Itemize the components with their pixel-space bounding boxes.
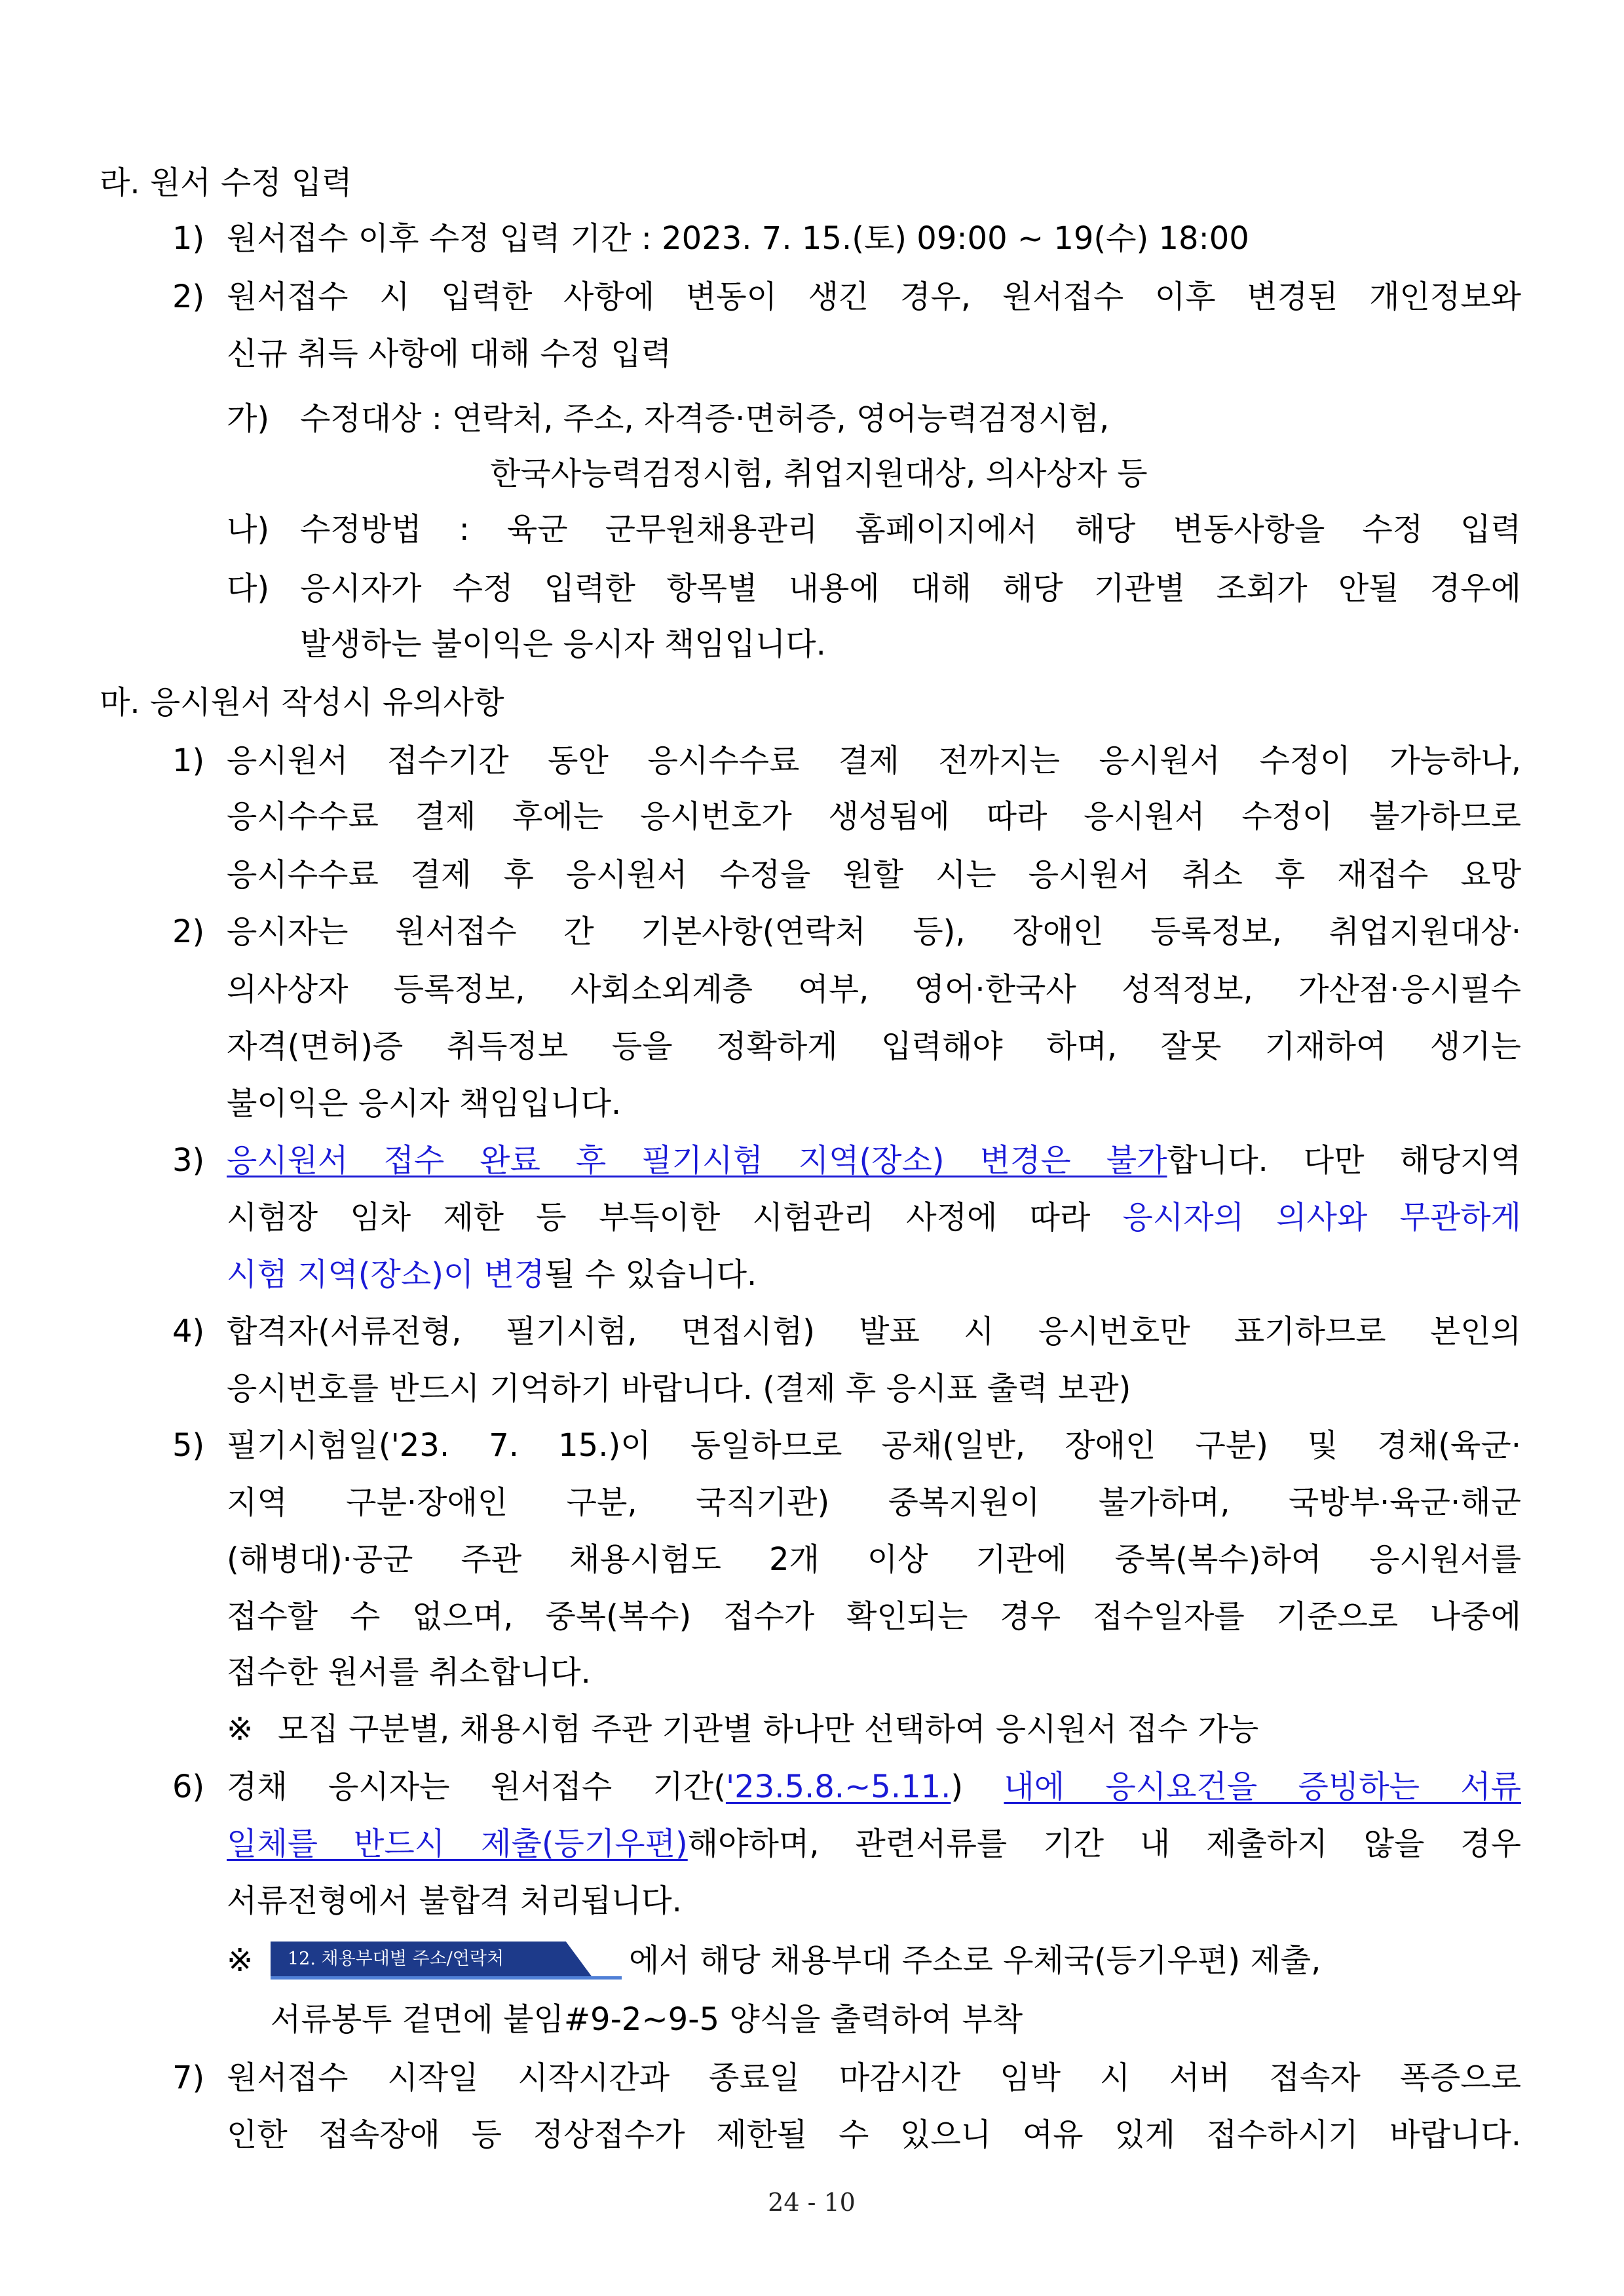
ma-item-5-line-5: 접수한 원서를 취소합니다.	[227, 1654, 591, 1691]
emphasis-regardless-of-intent: 응시자의 의사와 무관하게	[1122, 1199, 1521, 1236]
ra-sub-da-marker: 다)	[227, 570, 270, 607]
ma-item-3-line-1-rest: 합니다. 다만 해당지역	[1167, 1142, 1521, 1179]
ma-item-3-line-2	[227, 1198, 1521, 1237]
ma-item-5-note-symbol: ※	[227, 1711, 254, 1748]
ma-item-4-line-1: 합격자(서류전형, 필기시험, 면접시험) 발표 시 응시번호만 표기하므로 본인의	[227, 1313, 1521, 1350]
ma-item-6-line-1	[227, 1767, 1521, 1807]
ma-item-2-line-3: 자격(면허)증 취득정보 등을 정확하게 입력해야 하며, 잘못 기재하여 생기는	[227, 1028, 1521, 1065]
ma-item-5-note-text: 모집 구분별, 채용시험 주관 기관별 하나만 선택하여 응시원서 접수 가능	[278, 1711, 1259, 1748]
ma-item-1-line-3: 응시수수료 결제 후 응시원서 수정을 원할 시는 응시원서 취소 후 재접수 요망	[227, 856, 1521, 893]
ma-item-3-marker: 3)	[172, 1142, 205, 1179]
ma-item-1-line-1: 응시원서 접수기간 동안 응시수수료 결제 전까지는 응시원서 수정이 가능하나,	[227, 742, 1521, 779]
ma-item-6-note-line-2: 서류봉투 겉면에 붙임#9-2~9-5 양식을 출력하여 부착	[271, 2001, 1023, 2038]
ma-item-2-marker: 2)	[172, 913, 205, 950]
ra-sub-da-line-2: 발생하는 불이익은 응시자 책임입니다.	[300, 626, 826, 662]
ma-item-6-note-symbol: ※	[227, 1942, 254, 1979]
emphasis-submit-documents: 내에 응시요건을 증빙하는 서류	[1004, 1769, 1521, 1805]
ma-item-6-line-3: 서류전형에서 불합격 처리됩니다.	[227, 1883, 682, 1919]
ra-sub-ga-line-1: 수정대상 : 연락처, 주소, 자격증·면허증, 영어능력검정시험,	[300, 400, 1110, 437]
ma-item-5-line-4: 접수할 수 없으며, 중복(복수) 접수가 확인되는 경우 접수일자를 기준으로 나중에	[227, 1598, 1521, 1635]
ra-sub-na-marker: 나)	[227, 511, 270, 548]
ra-item-2-marker: 2)	[172, 278, 205, 315]
ma-item-5-line-2: 지역 구분·장애인 구분, 국직기관) 중복지원이 불가하며, 국방부·육군·해군	[227, 1484, 1521, 1521]
emphasis-registered-mail: 일체를 반드시 제출(등기우편)	[227, 1826, 688, 1862]
ma-item-2-line-2: 의사상자 등록정보, 사회소외계층 여부, 영어·한국사 성적정보, 가산점·응시필수	[227, 971, 1521, 1008]
ma-item-6-line-1-plain-b: )	[951, 1769, 964, 1805]
ra-item-2-line-2: 신규 취득 사항에 대해 수정 입력	[227, 335, 672, 372]
ma-item-3-line-3-rest: 될 수 있습니다.	[544, 1256, 757, 1293]
ra-sub-ga-marker: 가)	[227, 400, 270, 437]
ra-sub-ga-line-2: 한국사능력검정시험, 취업지원대상, 의사상자 등	[490, 455, 1148, 492]
emphasis-no-location-change: 응시원서 접수 완료 후 필기시험 지역(장소) 변경은 불가	[227, 1142, 1167, 1179]
ma-item-6-line-2-rest: 해야하며, 관련서류를 기간 내 제출하지 않을 경우	[687, 1826, 1521, 1862]
ma-item-4-marker: 4)	[172, 1313, 205, 1350]
ma-item-7-marker: 7)	[172, 2059, 205, 2096]
ma-item-3-line-1	[227, 1141, 1521, 1180]
ma-item-1-marker: 1)	[172, 742, 205, 779]
ma-item-7-line-2: 인한 접속장애 등 정상접수가 제한될 수 있으니 여유 있게 접수하시기 바랍니다.	[227, 2116, 1521, 2153]
ma-item-6-line-2	[227, 1824, 1521, 1864]
page-number: 24 - 10	[768, 2188, 856, 2217]
address-contact-tab-label: 12. 채용부대별 주소/연락처	[288, 1949, 504, 1969]
ma-item-5-line-3: (해병대)·공군 주관 채용시험도 2개 이상 기관에 중복(복수)하여 응시원서를	[227, 1541, 1521, 1578]
ma-item-5-line-1: 필기시험일('23. 7. 15.)이 동일하므로 공채(일반, 장애인 구분) 및 경채(육군·	[227, 1427, 1521, 1464]
address-contact-tab	[271, 1942, 622, 1980]
ma-item-2-line-4: 불이익은 응시자 책임입니다.	[227, 1085, 622, 1122]
ma-item-6-marker: 6)	[172, 1769, 205, 1805]
ra-item-2-line-1: 원서접수 시 입력한 사항에 변동이 생긴 경우, 원서접수 이후 변경된 개인정보와	[227, 278, 1521, 315]
ma-item-1-line-2: 응시수수료 결제 후에는 응시번호가 생성됨에 따라 응시원서 수정이 불가하므로	[227, 798, 1521, 835]
ra-item-1-line-1: 원서접수 이후 수정 입력 기간 : 2023. 7. 15.(토) 09:00 ~ 19(수) 18:00	[227, 220, 1249, 257]
ma-item-3-line-3	[227, 1255, 1521, 1294]
emphasis-application-period: '23.5.8.~5.11.	[725, 1769, 951, 1805]
ma-item-4-line-2: 응시번호를 반드시 기억하기 바랍니다. (결제 후 응시표 출력 보관)	[227, 1370, 1131, 1407]
ma-item-7-line-1: 원서접수 시작일 시작시간과 종료일 마감시간 임박 시 서버 접속자 폭증으로	[227, 2059, 1521, 2096]
ma-item-2-line-1: 응시자는 원서접수 간 기본사항(연락처 등), 장애인 등록정보, 취업지원대상·	[227, 913, 1521, 950]
section-ma-heading: 마. 응시원서 작성시 유의사항	[100, 684, 504, 721]
ra-sub-da-line-1: 응시자가 수정 입력한 항목별 내용에 대해 해당 기관별 조회가 안될 경우에	[300, 570, 1521, 607]
ma-item-6-line-1-plain-a: 경채 응시자는 원서접수 기간(	[227, 1769, 726, 1805]
ra-sub-na-line-1: 수정방법 : 육군 군무원채용관리 홈페이지에서 해당 변동사항을 수정 입력	[300, 511, 1521, 548]
ra-item-1-marker: 1)	[172, 220, 205, 257]
section-ra-heading: 라. 원서 수정 입력	[100, 164, 352, 201]
emphasis-location-changed: 시험 지역(장소)이 변경	[227, 1256, 545, 1293]
ma-item-6-note-line-1: 에서 해당 채용부대 주소로 우체국(등기우편) 제출,	[629, 1942, 1321, 1979]
ma-item-5-marker: 5)	[172, 1427, 205, 1464]
ma-item-3-line-2-plain: 시험장 임차 제한 등 부득이한 시험관리 사정에 따라	[227, 1199, 1091, 1236]
